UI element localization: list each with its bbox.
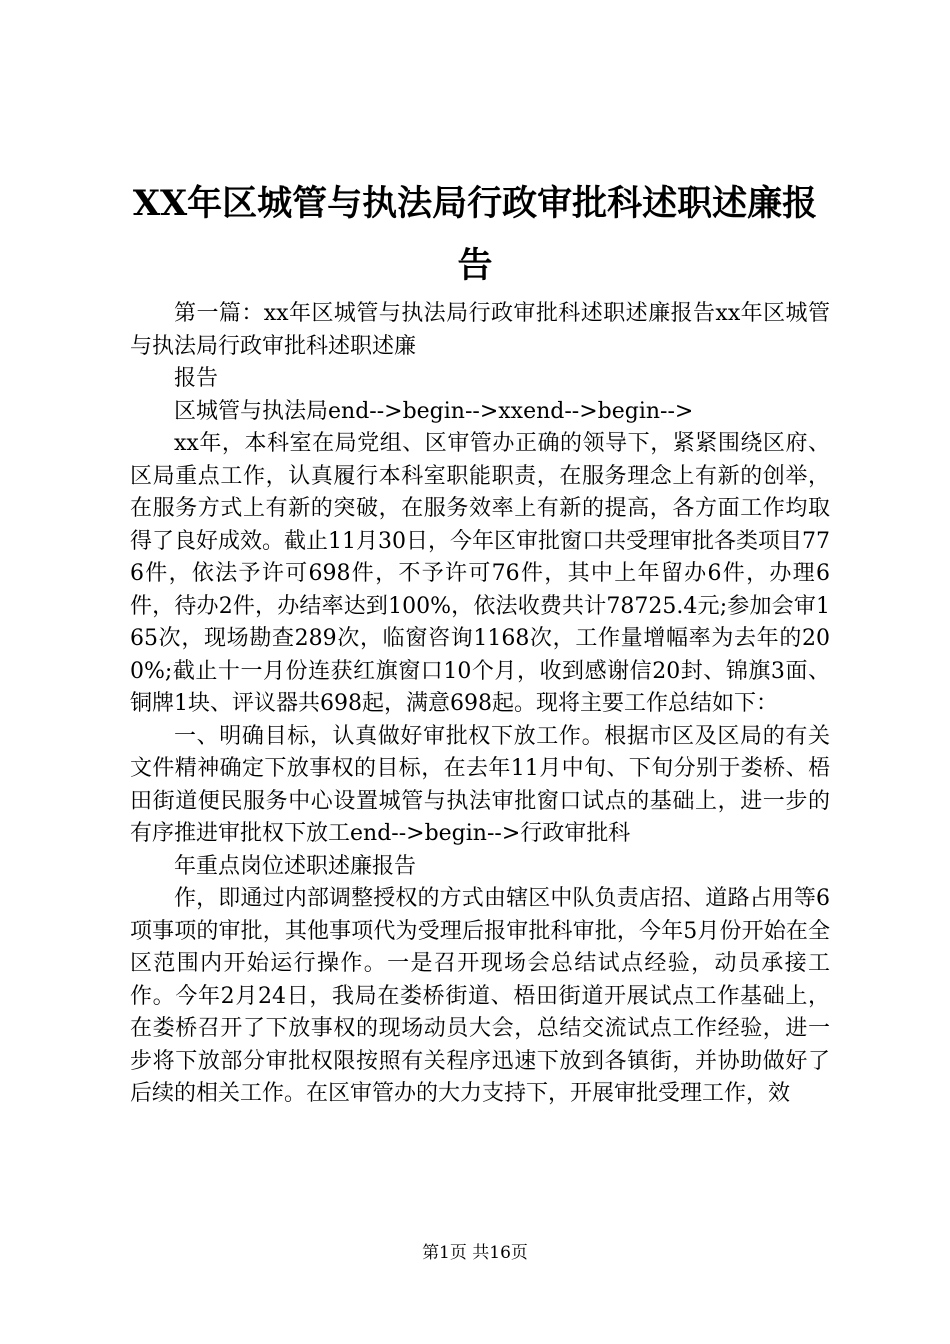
paragraph-3: 区城管与执法局end-->begin-->xxend-->begin--> [174,398,694,424]
paragraph-1: 第一篇：xx年区城管与执法局行政审批科述职述廉报告xx年区城管与执法局行政审批科述职述廉 [130,301,830,359]
paragraph-2: 报告 [174,366,219,391]
document-title-line-2: 告 [457,245,493,286]
paragraph-7: 作，即通过内部调整授权的方式由辖区中队负责店招、道路占用等6项事项的审批，其他事项代为受理后报审批科审批，今年5月份开始在全区范围内开始运行操作。一是召开现场会总结试点经验，动员承接工作。今年2月24日，我局在娄桥街道、梧田街道开展试点工作基础上，在娄桥召开了下放事权的现场动员大会，总结交流试点工作经验，进一步将下放部分审批权限按照有关程序迅速下放到各镇街，并协助做好了后续的相关工作。在区审管办的大力支持下，开展审批受理工作，效 [130,886,830,1106]
document-title-line-1: XX年区城管与执法局行政审批科述职述廉报 [132,183,818,224]
document-body [130,298,830,1111]
page-number-footer: 第1页 共16页 [422,1243,528,1263]
paragraph-5: 一、明确目标，认真做好审批权下放工作。根据市区及区局的有关文件精神确定下放事权的目标，在去年11月中旬、下旬分别于娄桥、梧田街道便民服务中心设置城管与执法审批窗口试点的基础上，进一步的有序推进审批权下放工end-->begin-->行政审批科 [130,723,830,846]
paragraph-6: 年重点岗位述职述廉报告 [174,853,417,879]
paragraph-4: xx年，本科室在局党组、区审管办正确的领导下，紧紧围绕区府、区局重点工作，认真履行本科室职能职责，在服务理念上有新的创举，在服务方式上有新的突破，在服务效率上有新的提高，各方面工作均取得了良好成效。截止11月30日，今年区审批窗口共受理审批各类项目776件，依法予许可698件，不予许可76件，其中上年留办6件，办理6件，待办2件，办结率达到100%，依法收费共计78725.4元;参加会审165次，现场勘查289次，临窗咨询1168次，工作量增幅率为去年的200%;截止十一月份连获红旗窗口10个月，收到感谢信20封、锦旗3面、铜牌1块、评议器共698起，满意698起。现将主要工作总结如下： [130,431,830,716]
